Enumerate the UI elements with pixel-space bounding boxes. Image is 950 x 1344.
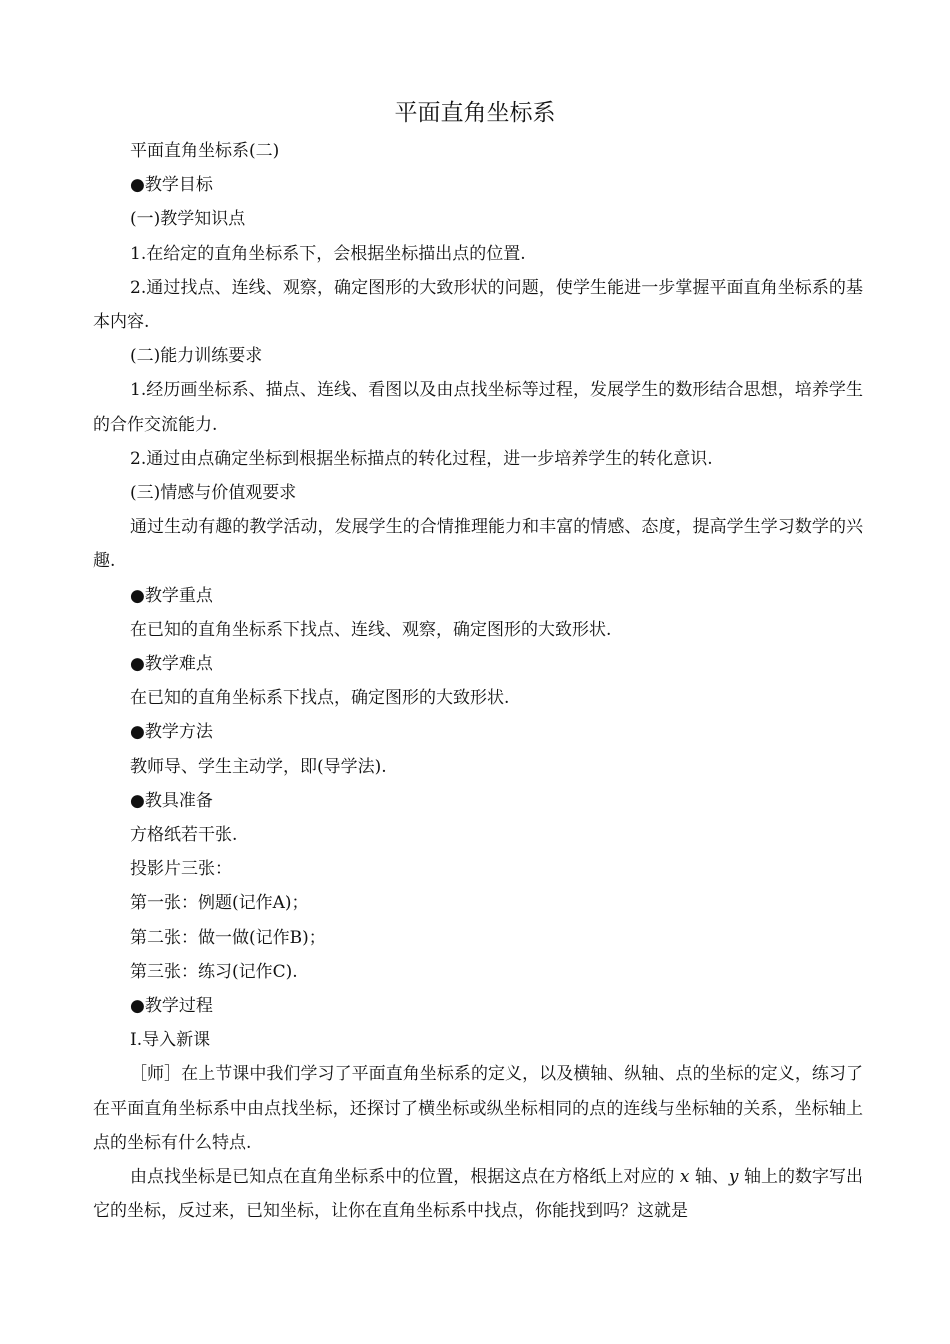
section-heading-key-points: ●教学重点 — [130, 585, 213, 606]
variable-y: y — [728, 1167, 739, 1188]
text-segment: 轴、 — [694, 1167, 729, 1188]
paragraph: 1.经历画坐标系、描点、连线、看图以及由点找坐标等过程，发展学生的数形结合思想，培养学生的合作交流能力. — [93, 380, 863, 435]
subheading-knowledge-points: (一)教学知识点 — [130, 209, 246, 230]
paragraph: 2.通过由点确定坐标到根据坐标描点的转化过程，进一步培养学生的转化意识. — [130, 448, 713, 469]
paragraph: 第三张：练习(记作C). — [130, 961, 298, 982]
paragraph-last — [93, 1160, 863, 1228]
paragraph: 投影片三张： — [130, 859, 232, 880]
paragraph: 在已知的直角坐标系下找点，确定图形的大致形状. — [130, 688, 510, 709]
paragraph: 方格纸若干张. — [130, 825, 238, 846]
document-title: 平面直角坐标系 — [394, 100, 556, 126]
subheading-emotion-values: (三)情感与价值观要求 — [130, 483, 297, 504]
paragraph: 第二张：做一做(记作B)； — [130, 927, 326, 948]
section-heading-teaching-aids: ●教具准备 — [130, 790, 213, 811]
paragraph: 教师导、学生主动学，即(导学法). — [130, 756, 387, 777]
paragraph: 在已知的直角坐标系下找点、连线、观察，确定图形的大致形状. — [130, 619, 612, 640]
document-body — [93, 134, 863, 1229]
section-heading-teaching-process: ●教学过程 — [130, 996, 213, 1017]
section-heading-teaching-method: ●教学方法 — [130, 722, 213, 743]
paragraph: 通过生动有趣的教学活动，发展学生的合情推理能力和丰富的情感、态度，提高学生学习数学的兴趣. — [93, 517, 863, 572]
paragraph-subtitle: 平面直角坐标系(二) — [130, 141, 280, 161]
section-heading-difficulties: ●教学难点 — [130, 654, 213, 675]
subheading-introduction: Ⅰ.导入新课 — [130, 1030, 211, 1051]
section-heading-teaching-goals: ●教学目标 — [130, 175, 213, 196]
paragraph: 2.通过找点、连线、观察，确定图形的大致形状的问题，使学生能进一步掌握平面直角坐标系的基本内容. — [93, 277, 863, 333]
paragraph: 第一张：例题(记作A)； — [130, 893, 309, 914]
variable-x: x — [679, 1167, 690, 1188]
subheading-ability-training: (二)能力训练要求 — [130, 346, 263, 367]
text-segment: 轴上的数字写出它的坐标，反过来，已知坐标，让你在直角坐标系中找点，你能找到吗？这就是 — [93, 1167, 864, 1222]
paragraph-teacher-intro: ［师］在上节课中我们学习了平面直角坐标系的定义，以及横轴、纵轴、点的坐标的定义，练习了在平面直角坐标系中由点找坐标，还探讨了横坐标或纵坐标相同的点的连线与坐标轴的关系，坐标轴上点的坐标有什么特点. — [93, 1064, 863, 1153]
text-segment: 由点找坐标是已知点在直角坐标系中的位置，根据这点在方格纸上对应的 — [130, 1167, 675, 1188]
paragraph: 1.在给定的直角坐标系下，会根据坐标描出点的位置. — [130, 243, 526, 264]
